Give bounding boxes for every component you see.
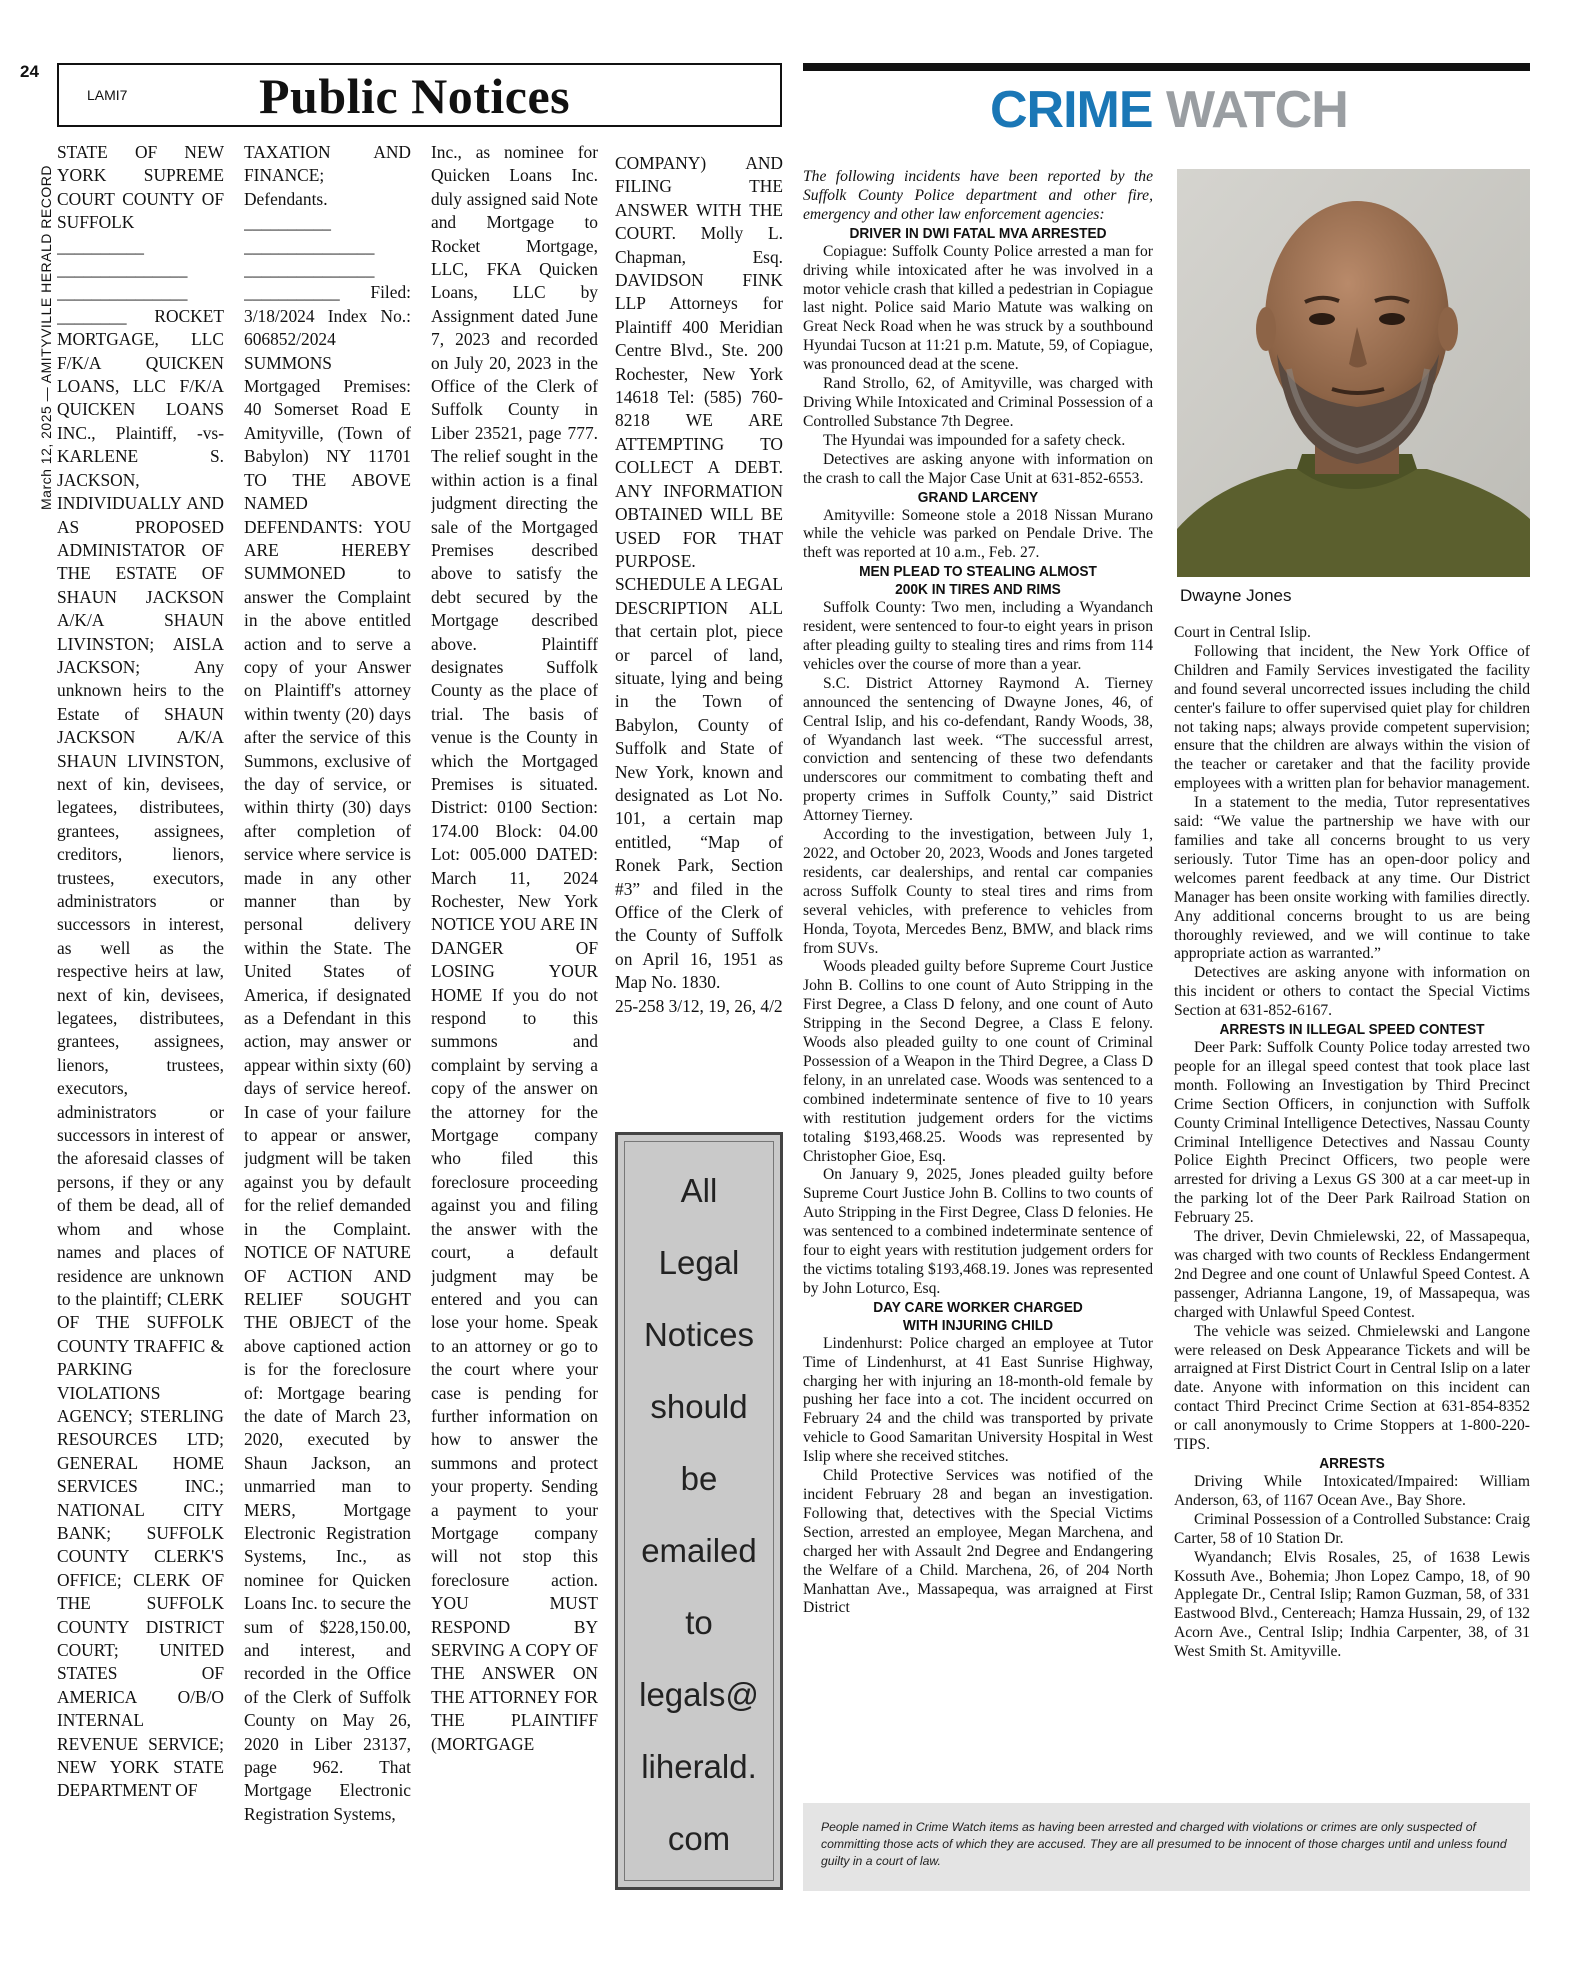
article-paragraph: In a statement to the media, Tutor representatives said: “We value the partnership we have with our families and take all concerns brought to us very seriously. Tutor Time has an open-door policy and welcomes parent feedback at any time. Our District Manager has been onsite working with families directly. Any additional concerns brought to us are being thoroughly reviewed, and we will continue to take appropriate action as warranted.”	[1174, 794, 1530, 963]
arrest-entry: Driving While Intoxicated/Impaired: William Anderson, 63, of 1167 Ocean Ave., Bay Shore.	[1174, 1472, 1530, 1509]
legal-notice-column-3	[431, 141, 598, 1883]
crime-watch-disclaimer: People named in Crime Watch items as having been arrested and charged with violations or crimes are only suspected of committing those acts of which they are accused. They are all presumed to be innocent of those charges until and unless found guilty in a court of law.	[803, 1803, 1530, 1891]
issue-date-runner: March 12, 2025 — AMITYVILLE HERALD RECORD	[38, 165, 54, 510]
legal-notice-column-1	[57, 141, 224, 1883]
crime-watch-intro: The following incidents have been reported by the Suffolk County Police department and other fire, emergency and other law enforcement agencies:	[803, 168, 1153, 223]
crime-watch-column-2	[1174, 624, 1530, 1800]
article-paragraph: Rand Strollo, 62, of Amityville, was charged with Driving While Intoxicated and Criminal Possession of a Controlled Substance 7th Degree.	[803, 375, 1153, 430]
article-heading-dwi: DRIVER IN DWI FATAL MVA ARRESTED	[849, 225, 1107, 242]
heading-line: WITH INJURING CHILD	[902, 1317, 1054, 1334]
crime-watch-title	[990, 80, 1348, 140]
article-paragraph: The vehicle was seized. Chmielewski and Langone were released on Desk Appearance Tickets and will be arraigned at First District Court in Central Islip on a later date. Anyone with information on this incident can contact Third Precinct Crime Section at 631-854-8352 or call anonymously to Crime Stoppers at 1-800-220-TIPS.	[1174, 1322, 1530, 1454]
article-paragraph: The Hyundai was impounded for a safety check.	[823, 431, 1126, 449]
article-paragraph: Copiague: Suffolk County Police arrested a man for driving while intoxicated after he was involved in a motor vehicle crash that killed a pedestrian in Copiague last night. Police said Mario Matute was walking on Great Neck Road when he was struck by a southbound Hyundai Tucson at 11:21 p.m. Matute, 59, of Copiague, was pronounced dead at the scene.	[803, 242, 1153, 374]
email-box-line: emailed	[641, 1532, 757, 1569]
crime-watch-column-1	[803, 168, 1153, 1794]
crime-watch-top-rule	[803, 63, 1530, 71]
public-notices-title: Public Notices	[259, 68, 571, 124]
email-box-line: All	[680, 1172, 718, 1209]
section-code: LAMI7	[87, 87, 128, 103]
email-address-line: legals@	[639, 1676, 759, 1713]
article-paragraph: S.C. District Attorney Raymond A. Tierney announced the sentencing of Dwayne Jones, 46, of Central Islip, and his co-defendant, Randy Woods, 38, of Wyandanch last week. “The successful arrest, conviction and sentencing of these two defendants underscores our commitment to combating theft and property crimes in Suffolk County,” said District Attorney Tierney.	[803, 674, 1153, 825]
crime-watch-title-watch: WATCH	[1166, 81, 1348, 139]
legal-notice-text: COMPANY) AND FILING THE ANSWER WITH THE COURT. Molly L. Chapman, Esq. DAVIDSON FINK LLP Attorneys for Plaintiff 400 Meridian Centre Blvd., Ste. 200 Rochester, New York 14618 Tel: (585) 760-8218 WE ARE ATTEMPTING TO COLLECT A DEBT. ANY INFORMATION OBTAINED WILL BE USED FOR THAT PURPOSE. SCHEDULE A LEGAL DESCRIPTION ALL that certain plot, piece or parcel of land, situate, lying and being in the Town of Babylon, County of Suffolk and State of New York, known and designated as Lot No. 101, a certain map entitled, “Map of Ronek Park, Section #3” and filed in the Office of the Clerk of the County of Suffolk on April 16, 1951 as Map No. 1830.	[615, 153, 783, 993]
legal-notice-text: TAXATION AND FINANCE; Defendants. __________ _______________ _______________ ___________ Filed: 3/18/2024 Index No.: 606852/2024 SUMMONS Mortgaged Premises: 40 Somerset Road E Amityville, (Town of Babylon) NY 11701 TO THE ABOVE NAMED DEFENDANTS: YOU ARE HEREBY SUMMONED to answer the Complaint in the above entitled action and to serve a copy of your Answer on Plaintiff's attorney within twenty (20) days after the service of this Summons, exclusive of the day of service, or within thirty (30) days after completion of service where service is made in any other manner than by personal delivery within the State. The United States of America, if designated as a Defendant in this action, may answer or appear within sixty (60) days of service hereof. In case of your failure to appear or answer, judgment will be taken against you by default for the relief demanded in the Complaint. NOTICE OF NATURE OF ACTION AND RELIEF SOUGHT THE OBJECT of the above captioned action is for the foreclosure of: Mortgage bearing the date of March 23, 2020, executed by Shaun Jackson, an unmarried man to MERS, Mortgage Electronic Registration Systems, Inc., as nominee for Quicken Loans Inc. to secure the sum of $228,150.00, and interest, and recorded in the Office of the Clerk of Suffolk County on May 26, 2020 in Liber 23137, page 962. That Mortgage Electronic Registration Systems,	[244, 142, 411, 1824]
article-paragraph: Suffolk County: Two men, including a Wyandanch resident, were sentenced to four-to eight years in prison after pleading guilty to stealing tires and rims from 114 vehicles over the course of more than a year.	[803, 599, 1153, 673]
arrest-entry: Criminal Possession of a Controlled Substance: Craig Carter, 58 of 10 Station Dr.	[1174, 1510, 1530, 1547]
legal-notice-text: STATE OF NEW YORK SUPREME COURT COUNTY OF SUFFOLK __________ _______________ _______________ ________ ROCKET MORTGAGE, LLC F/K/A QUICKEN LOANS, LLC F/K/A QUICKEN LOANS INC., Plaintiff, -vs- KARLENE S. JACKSON, INDIVIDUALLY AND AS PROPOSED ADMINISTATOR OF THE ESTATE OF SHAUN JACKSON A/K/A SHAUN LIVINSTON; AISLA JACKSON; Any unknown heirs to the Estate of SHAUN JACKSON A/K/A SHAUN LIVINSTON, next of kin, devisees, legatees, distributees, grantees, assignees, creditors, lienors, trustees, executors, administrators or successors in interest, as well as the respective heirs at law, next of kin, devisees, legatees, distributees, grantees, assignees, lienors, trustees, executors, administrators or successors in interest of the aforesaid classes of persons, if they or any of them be dead, all of whom and whose names and places of residence are unknown to the plaintiff; CLERK OF THE SUFFOLK COUNTY TRAFFIC & PARKING VIOLATIONS AGENCY; STERLING RESOURCES LTD; GENERAL HOME SERVICES INC.; NATIONAL CITY BANK; SUFFOLK COUNTY CLERK'S OFFICE; CLERK OF THE SUFFOLK COUNTY DISTRICT COURT; UNITED STATES OF AMERICA O/B/O INTERNAL REVENUE SERVICE; NEW YORK STATE DEPARTMENT OF	[57, 142, 224, 1801]
legal-notice-column-2	[244, 141, 411, 1883]
article-paragraph: On January 9, 2025, Jones pleaded guilty before Supreme Court Justice John B. Collins to two counts of Auto Stripping in the First Degree, Class D felonies. He was sentenced to a combined indeterminate sentence of four to eight years with restitution judgement orders for the victims totaling $193,468.19. Jones was represented by John Loturco, Esq.	[803, 1166, 1153, 1297]
legal-notice-reference: 25-258 3/12, 19, 26, 4/2	[615, 995, 783, 1016]
article-heading-tires	[814, 563, 1143, 599]
article-heading-larceny: GRAND LARCENY	[917, 489, 1039, 506]
article-paragraph: Amityville: Someone stole a 2018 Nissan Murano while the vehicle was parked on Pendale Drive. The theft was reported at 10 a.m., Feb. 27.	[803, 506, 1153, 562]
legal-notice-column-4	[615, 152, 783, 1112]
article-paragraph: Detectives are asking anyone with information on this incident or others to contact the Special Victims Section at 631-852-6167.	[1174, 964, 1530, 1020]
article-paragraph-continued: Court in Central Islip.	[1174, 624, 1311, 641]
heading-line: DAY CARE WORKER CHARGED	[873, 1299, 1083, 1316]
article-heading-daycare	[814, 1299, 1143, 1335]
article-heading-speed-contest: ARRESTS IN ILLEGAL SPEED CONTEST	[1219, 1022, 1485, 1039]
public-notices-header	[57, 63, 782, 127]
legal-notices-email-box	[615, 1132, 783, 1890]
heading-line: 200K IN TIRES AND RIMS	[895, 582, 1061, 599]
email-box-line: Notices	[643, 1316, 755, 1353]
arrest-entry: Wyandanch; Elvis Rosales, 25, of 1638 Lewis Kossuth Ave., Bohemia; Jhon Lopez Campo, 18, of 90 Applegate Dr., Central Islip; Ramon Guzman, 58, of 331 Eastwood Blvd., Centereach; Hamza Hussain, 29, of 132 Acorn Ave., Central Islip; Indhia Carpenter, 38, of 31 West Smith St. Amityville.	[1174, 1548, 1530, 1661]
email-box-line: be	[680, 1460, 718, 1497]
article-paragraph: The driver, Devin Chmielewski, 22, of Massapequa, was charged with two counts of Reckless Endangerment 2nd Degree and one count of Unlawful Speed Contest. A passenger, Adrianna Langone, 19, of Massapequa, was charged with Unlawful Speed Contest.	[1174, 1228, 1530, 1321]
article-paragraph: Following that incident, the New York Office of Children and Family Services investigated the facility and found several uncorrected issues including the child center's failure to offer supervised quiet play for children not taking naps; always provide competent supervision; ensure that the children are always within the vision of the teacher or caretaker and that the facility provide employees with a written plan for behavior management.	[1174, 642, 1530, 793]
article-paragraph: Deer Park: Suffolk County Police today arrested two people for an illegal speed contest that took place last month. Following an Investigation by Third Precinct Crime Section Officers, in conjunction with Suffolk County Criminal Intelligence Detectives, Nassau County Criminal Intelligence Detectives and Nassau County Police Eighth Precinct Officers, two people were arrested for driving a Lexus GS 300 at a car meet-up in the parking lot of the Deer Park Railroad Station on February 25.	[1174, 1039, 1530, 1227]
mugshot-photo	[1177, 169, 1530, 577]
email-box-line: to	[685, 1604, 713, 1641]
article-paragraph: Woods pleaded guilty before Supreme Court Justice John B. Collins to one count of Auto Stripping in the First Degree, a Class D felony, and one count of Auto Stripping in the Second Degree, a Class E felony. Woods also pleaded guilty to one count of Criminal Possession of a Weapon in the Third Degree, a Class D felony, in an unrelated case. Woods was sentenced to a combined indeterminate sentence of five to 10 years with restitution judgement orders for the victims totaling $193,468.25. Woods was represented by Christopher Gioe, Esq.	[803, 958, 1153, 1165]
email-address-line: com	[667, 1820, 731, 1857]
article-paragraph: Child Protective Services was notified of the incident February 28 and began an investigation. Following that, detectives with the Special Victims Section, arrested an employee, Megan Marchena, and charged her with Assault 2nd Degree and Endangering the Welfare of a Child. Marchena, 26, of 204 North Manhattan Ave., Massapequa, was arraigned at First District	[803, 1467, 1153, 1617]
article-paragraph: Detectives are asking anyone with information on the crash to call the Major Case Unit at 631-852-6553.	[803, 450, 1153, 487]
article-paragraph: Lindenhurst: Police charged an employee at Tutor Time of Lindenhurst, at 41 East Sunrise Highway, charging her with injuring an 18-month-old female by pushing her face into a cot. The incident occurred on February 24 and the child was transported by private vehicle to Good Samaritan University Hospital in West Islip where she received stitches.	[803, 1334, 1153, 1466]
article-heading-arrests: ARRESTS	[1319, 1455, 1385, 1472]
heading-line: MEN PLEAD TO STEALING ALMOST	[859, 564, 1097, 581]
email-box-line: Legal	[658, 1244, 740, 1281]
legal-notice-text: Inc., as nominee for Quicken Loans Inc. duly assigned said Note and Mortgage to Rocket Mortgage, LLC, FKA Quicken Loans, LLC by Assignment dated June 7, 2023 and recorded on July 20, 2023 in the Office of the Clerk of Suffolk County in Liber 23521, page 777. The relief sought in the within action is a final judgment directing the sale of the Mortgaged Premises described above to satisfy the debt secured by the Mortgage described above. Plaintiff designates Suffolk County as the place of trial. The basis of venue is the County in which the Mortgaged Premises is situated. District: 0100 Section: 174.00 Block: 04.00 Lot: 005.000 DATED: March 11, 2024 Rochester, New York NOTICE YOU ARE IN DANGER OF LOSING YOUR HOME If you do not respond to this summons and complaint by serving a copy of the answer on the attorney for the Mortgage company who filed this foreclosure proceeding against you and filing the answer with the court, a default judgment may be entered and you can lose your home. Speak to an attorney or go to the court where your case is pending for further information on how to answer the summons and protect your property. Sending a payment to your Mortgage company will not stop this foreclosure action. YOU MUST RESPOND BY SERVING A COPY OF THE ANSWER ON THE ATTORNEY FOR THE PLAINTIFF (MORTGAGE	[431, 142, 598, 1754]
page-number: 24	[20, 62, 39, 81]
email-address-line: liherald.	[641, 1748, 757, 1785]
photo-caption: Dwayne Jones	[1180, 586, 1292, 605]
email-box-line: should	[650, 1388, 748, 1425]
article-paragraph: According to the investigation, between July 1, 2022, and October 20, 2023, Woods and Jones targeted residents, car dealerships, and rental car companies across Suffolk County to steal tires and rims from several vehicles, with preference to vehicles from Honda, Toyota, Mercedes Benz, BMW, and black rims from SUVs.	[803, 826, 1153, 957]
crime-watch-title-crime: CRIME	[990, 81, 1153, 139]
